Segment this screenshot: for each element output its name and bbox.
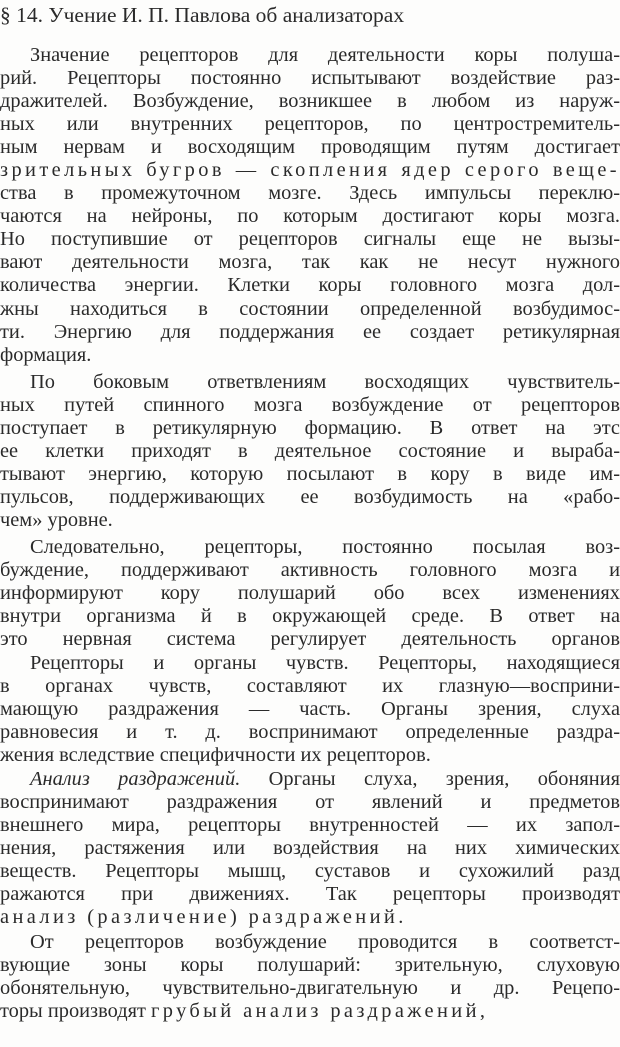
text-line: ти. Энергию для поддержания ее создает ретикулярная (0, 320, 620, 343)
text-line: ным нервам и восходящим проводящим путям достигает (0, 136, 620, 159)
text-line: мающую раздражения — часть. Органы зрения, слуха (0, 698, 620, 721)
text-line: Значение рецепторов для деятельности коры полуша- (30, 44, 620, 66)
text-line: чаются на нейроны, по которым достигают коры мозга. (0, 205, 620, 228)
text-line: ных или внутренних рецепторов, по центростремитель- (0, 113, 620, 136)
text-run: торы производят (0, 1000, 146, 1023)
text-line (0, 1000, 620, 1023)
paragraph (0, 931, 620, 1023)
text-line: поступает в ретикулярную формацию. В ответ на этс (0, 417, 620, 440)
text-line: формация. (0, 343, 92, 366)
text-line: вают деятельности мозга, так как не несут нужного (0, 251, 620, 274)
text-line: вующие зоны коры полушарий: зрительную, слуховую (0, 954, 620, 977)
text-line: буждение, поддерживают активность головного мозга и (0, 559, 620, 582)
text-line: ных путей спинного мозга возбуждение от рецепторов (0, 394, 620, 417)
paragraph (0, 536, 620, 651)
text-line: зрительных бугров — скопления ядер серого веще- (0, 159, 620, 182)
section-heading: § 14. Учение И. П. Павлова об анализаторах (0, 3, 405, 27)
italic-lead: Анализ раздражений. (30, 768, 241, 790)
text-line: это нервная система регулирует деятельность органов (0, 628, 620, 651)
text-line: дражителей. Возбуждение, возникшее в любом из наруж- (0, 90, 620, 113)
text-line: пульсов, поддерживающих ее возбудимость на «рабо- (0, 486, 620, 509)
text-line: нения, растяжения или воздействия на них химических (0, 837, 620, 860)
text-line: По боковым ответвлениям восходящих чувствитель- (30, 371, 620, 393)
text-line: в органах чувств, составляют их глазную—восприни- (0, 675, 620, 698)
text-line: информируют кору полушарий обо всех изменениях (0, 582, 620, 605)
text-line: количества энергии. Клетки коры головного мозга дол- (0, 274, 620, 297)
text-line: ее клетки приходят в деятельное состояние и выраба- (0, 440, 620, 463)
paragraph (0, 371, 620, 532)
text-line: анализ (различение) раздражений. (0, 906, 407, 929)
text-run: грубый анализ раздражений, (150, 1000, 489, 1023)
text-line: рий. Рецепторы постоянно испытывают воздействие раз- (0, 67, 620, 90)
text-line: внешнего мира, рецепторы внутренностей — их запол- (0, 814, 620, 837)
text-line: Но поступившие от рецепторов сигналы еще не вызы- (0, 228, 620, 251)
paragraph (0, 768, 620, 929)
paragraph (0, 44, 620, 367)
text-line: чем» уровне. (0, 509, 113, 532)
text-line: жения вследствие специфичности их рецепторов. (0, 744, 431, 767)
text-line: ства в промежуточном мозге. Здесь импульсы переклю- (0, 182, 620, 205)
paragraph (0, 652, 620, 767)
text-line (0, 768, 620, 791)
text-line: веществ. Рецепторы мышц, суставов и сухожилий разд (0, 860, 620, 883)
text-line: жны находиться в состоянии определенной возбудимос- (0, 297, 620, 320)
text-line: ражаются при движениях. Так рецепторы производят (0, 883, 620, 906)
text-line: воспринимают раздражения от явлений и предметов (0, 791, 620, 814)
text-line: Следовательно, рецепторы, постоянно посылая воз- (30, 536, 620, 558)
text-line: обонятельную, чувствительно-двигательную и др. Рецепо- (0, 977, 620, 1000)
text-line: равновесия и т. д. воспринимают определенные раздра- (0, 721, 620, 744)
text-line: От рецепторов возбуждение проводится в соответст- (30, 931, 620, 953)
text-line: внутри организма й в окружающей среде. В ответ на (0, 605, 620, 628)
text-line: Рецепторы и органы чувств. Рецепторы, находящиеся (30, 652, 620, 674)
text-run: Органы слуха, зрения, обоняния (240, 768, 620, 790)
text-line: тывают энергию, которую посылают в кору в виде им- (0, 463, 620, 486)
